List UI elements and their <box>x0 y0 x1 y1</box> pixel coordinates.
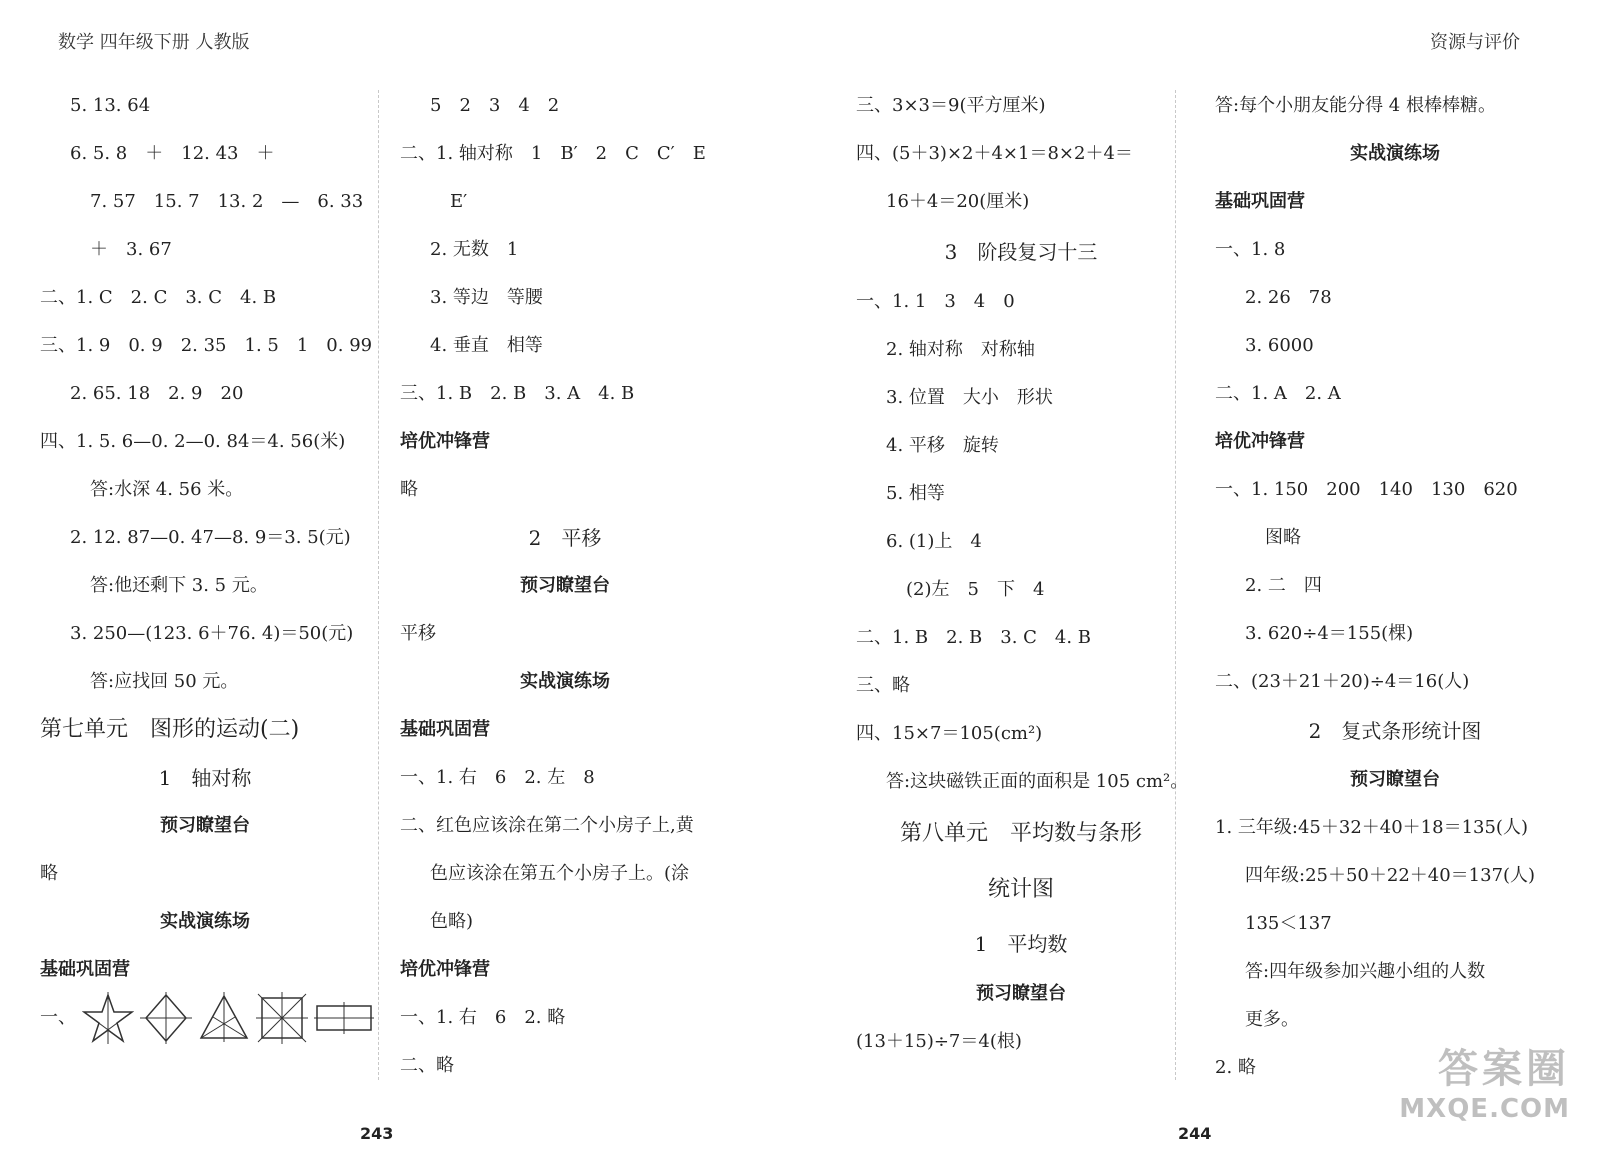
answer-column-3 <box>856 82 1189 1066</box>
answer-line: 一、1. 右 6 2. 略 <box>400 1007 566 1028</box>
unit-heading: 第八单元 平均数与条形 <box>899 821 1142 846</box>
answer-line: 2. 无数 1 <box>430 239 519 260</box>
page-number-right: 244 <box>1178 1124 1212 1143</box>
answer-line: 四、(5＋3)×2＋4×1＝8×2＋4＝ <box>856 143 1133 164</box>
subsection-heading: 培优冲锋营 <box>400 959 490 980</box>
subsection-heading: 预习瞭望台 <box>1350 769 1440 790</box>
section-heading: 3 阶段复习十三 <box>944 240 1098 264</box>
answer-line: 2. 轴对称 对称轴 <box>886 339 1035 360</box>
answer-line: 一、1. 右 6 2. 左 8 <box>400 767 595 788</box>
subsection-heading: 预习瞭望台 <box>976 983 1066 1004</box>
column-divider <box>378 90 379 1080</box>
answer-line: 答:他还剩下 3. 5 元。 <box>90 575 268 596</box>
answer-line: 更多。 <box>1245 1009 1299 1030</box>
answer-line: 4. 平移 旋转 <box>886 435 999 456</box>
answer-label: 一、 <box>40 1007 76 1028</box>
answer-line: 答:四年级参加兴趣小组的人数 <box>1245 961 1486 982</box>
answer-line: 16＋4＝20(厘米) <box>886 191 1030 212</box>
answer-line: 答:每个小朋友能分得 4 根棒棒糖。 <box>1215 95 1496 116</box>
subsection-heading: 实战演练场 <box>520 671 610 692</box>
answer-line: 5. 相等 <box>886 483 945 504</box>
answer-line: 图略 <box>1265 527 1301 548</box>
triangle-figure <box>198 992 250 1044</box>
answer-line: 四、15×7＝105(cm²) <box>856 723 1043 744</box>
answer-line: 色应该涂在第五个小房子上。(涂 <box>430 863 690 884</box>
section-heading: 1 平均数 <box>974 932 1068 956</box>
rectangle-figure <box>314 992 374 1044</box>
answer-line: 四年级:25＋50＋22＋40＝137(人) <box>1245 865 1536 886</box>
answer-line: 5. 13. 64 <box>70 95 151 116</box>
answer-line: 7. 57 15. 7 13. 2 — 6. 33 <box>90 191 364 212</box>
answer-line: 1. 三年级:45＋32＋40＋18＝135(人) <box>1215 817 1528 838</box>
answer-line: 一、1. 8 <box>1215 239 1286 260</box>
answer-line: 3. 等边 等腰 <box>430 287 543 308</box>
answer-line: 三、略 <box>856 675 910 696</box>
answer-line: 3. 6000 <box>1245 335 1314 356</box>
answer-line: 二、略 <box>400 1055 454 1076</box>
answer-line: 3. 250—(123. 6＋76. 4)＝50(元) <box>70 623 354 644</box>
subsection-heading: 预习瞭望台 <box>160 815 250 836</box>
watermark-cn-text: 答案圈 <box>1438 1046 1570 1092</box>
subsection-heading: 培优冲锋营 <box>400 431 490 452</box>
answer-line: 答:应找回 50 元。 <box>90 671 239 692</box>
answer-line: 二、1. 轴对称 1 B′ 2 C C′ E <box>400 143 706 164</box>
answer-column-1 <box>40 82 373 1042</box>
answer-line: 二、(23＋21＋20)÷4＝16(人) <box>1215 671 1470 692</box>
answer-line: 5 2 3 4 2 <box>430 95 560 116</box>
answer-line: 二、1. A 2. A <box>1215 383 1341 404</box>
answer-line: (2)左 5 下 4 <box>906 579 1045 600</box>
series-title-header: 资源与评价 <box>1430 32 1520 53</box>
answer-line: 2. 略 <box>1215 1057 1256 1078</box>
answer-line: 2. 12. 87—0. 47—8. 9＝3. 5(元) <box>70 527 351 548</box>
answer-line: 二、红色应该涂在第二个小房子上,黄 <box>400 815 694 836</box>
watermark-en-text: MXQE.COM <box>1399 1094 1570 1124</box>
answer-line: 一、1. 150 200 140 130 620 <box>1215 479 1518 500</box>
section-heading: 2 复式条形统计图 <box>1308 719 1482 743</box>
book-title-header: 数学 四年级下册 人教版 <box>58 32 250 53</box>
subsection-heading: 实战演练场 <box>160 911 250 932</box>
answer-line: 三、1. B 2. B 3. A 4. B <box>400 383 635 404</box>
answer-line: 四、1. 5. 6—0. 2—0. 84＝4. 56(米) <box>40 431 346 452</box>
answer-column-2 <box>400 82 730 1090</box>
answer-line: 答:这块磁铁正面的面积是 105 cm²。 <box>886 771 1189 792</box>
answer-line: 三、1. 9 0. 9 2. 35 1. 5 1 0. 99 <box>40 335 373 356</box>
symmetry-figures <box>82 992 374 1044</box>
answer-line-figures <box>40 994 370 1042</box>
subsection-heading: 实战演练场 <box>1350 143 1440 164</box>
answer-line: 色略) <box>430 911 474 932</box>
subsection-heading: 基础巩固营 <box>40 959 130 980</box>
answer-line: 略 <box>400 479 418 500</box>
subsection-heading: 培优冲锋营 <box>1215 431 1305 452</box>
answer-line: 4. 垂直 相等 <box>430 335 543 356</box>
answer-line: 二、1. B 2. B 3. C 4. B <box>856 627 1092 648</box>
answer-line: 3. 620÷4＝155(棵) <box>1245 623 1414 644</box>
answer-line: 一、1. 1 3 4 0 <box>856 291 1015 312</box>
answer-line: 6. (1)上 4 <box>886 531 982 552</box>
page-number-left: 243 <box>360 1124 394 1143</box>
answer-line: E′ <box>450 191 468 212</box>
section-heading: 2 平移 <box>528 526 602 550</box>
star-figure <box>82 992 134 1044</box>
answer-line: 2. 26 78 <box>1245 287 1332 308</box>
subsection-heading: 基础巩固营 <box>1215 191 1305 212</box>
answer-line: 三、3×3＝9(平方厘米) <box>856 95 1046 116</box>
answer-line: 平移 <box>400 623 436 644</box>
answer-line: 答:水深 4. 56 米。 <box>90 479 244 500</box>
answer-line: ＋ 3. 67 <box>90 239 172 260</box>
section-heading: 1 轴对称 <box>158 766 252 790</box>
answer-line: 2. 二 四 <box>1245 575 1322 596</box>
rhombus-figure <box>140 992 192 1044</box>
answer-line: 135＜137 <box>1245 913 1332 934</box>
unit-heading: 第七单元 图形的运动(二) <box>40 717 300 742</box>
subsection-heading: 基础巩固营 <box>400 719 490 740</box>
answer-line: 略 <box>40 863 58 884</box>
answer-column-4 <box>1215 82 1575 1092</box>
site-watermark <box>1399 1037 1570 1124</box>
subsection-heading: 预习瞭望台 <box>520 575 610 596</box>
unit-heading: 统计图 <box>987 877 1054 902</box>
answer-line: (13＋15)÷7＝4(根) <box>856 1031 1022 1052</box>
answer-line: 6. 5. 8 ＋ 12. 43 ＋ <box>70 143 275 164</box>
square-figure <box>256 992 308 1044</box>
answer-line: 3. 位置 大小 形状 <box>886 387 1053 408</box>
answer-line: 2. 65. 18 2. 9 20 <box>70 383 244 404</box>
answer-line: 二、1. C 2. C 3. C 4. B <box>40 287 277 308</box>
